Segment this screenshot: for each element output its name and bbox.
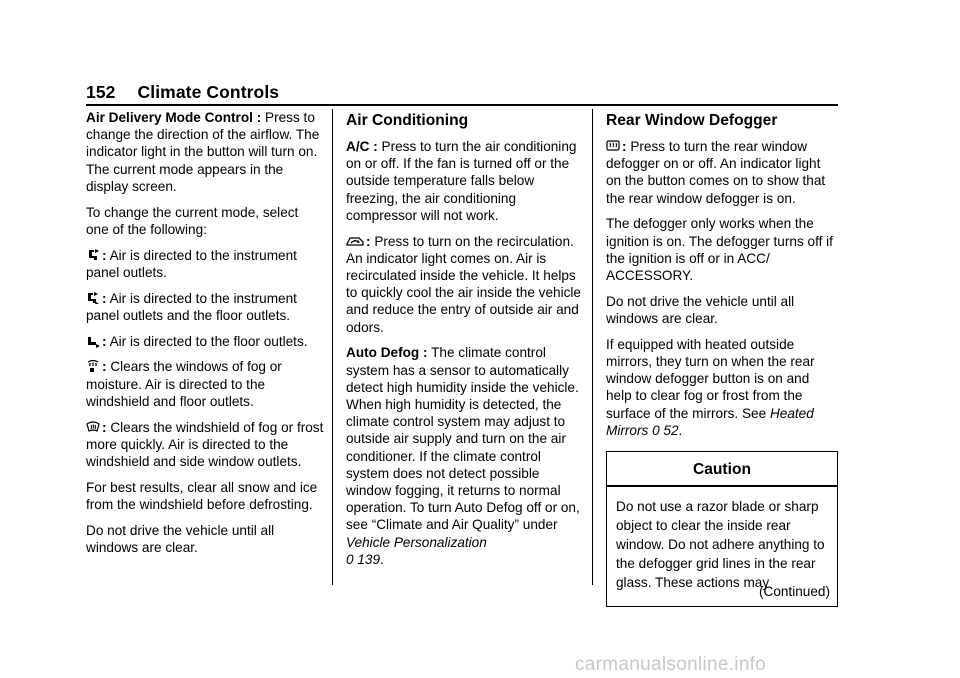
header-rule — [86, 104, 838, 106]
heated-mirrors-link[interactable]: Heated Mirrors — [606, 405, 814, 438]
do-not-drive-paragraph-2: Do not drive the vehicle until all windows are clear. — [606, 293, 795, 327]
floor-mode-paragraph — [86, 333, 324, 350]
floor-mode-sep: : — [102, 333, 107, 349]
rear-window-defogger-heading: Rear Window Defogger — [606, 112, 778, 129]
air-conditioning-heading: Air Conditioning — [346, 112, 469, 129]
defog-mode-paragraph — [86, 358, 324, 410]
air-delivery-text: Press to change the direction of the airflow. The indicator light in the button will turn on. The current mode appears in the display screen. — [86, 110, 320, 194]
rear-defogger-icon — [606, 139, 620, 153]
watermark: carmanualsonline.info — [575, 654, 767, 675]
defogger-ignition-paragraph: The defogger only works when the ignition is on. The defogger turns off if the ignition is off or in ACC/ ACCESSORY. — [606, 216, 833, 284]
heated-mirrors-paragraph — [606, 336, 838, 439]
panel-mode-paragraph — [86, 247, 324, 281]
header-text — [86, 82, 838, 103]
recirculation-icon — [346, 234, 364, 248]
bilevel-mode-text: Air is directed to the instrument panel outlets and the floor outlets. — [86, 290, 297, 323]
floor-mode-text: Air is directed to the floor outlets. — [109, 333, 308, 349]
recirculation-paragraph — [346, 233, 582, 336]
page-header — [86, 82, 838, 103]
air-delivery-paragraph — [86, 109, 324, 195]
bilevel-mode-sep: : — [102, 290, 107, 306]
heated-mirrors-period: . — [678, 422, 683, 438]
select-mode-paragraph: To change the current mode, select one of the following: — [86, 204, 299, 237]
auto-defog-paragraph — [346, 344, 582, 568]
vehicle-personalization-link[interactable]: Vehicle Personalization — [346, 534, 487, 550]
section-title: Climate Controls — [137, 82, 280, 102]
panel-mode-sep: : — [102, 247, 107, 263]
auto-defog-period: . — [380, 551, 384, 567]
panel-mode-icon — [86, 248, 100, 262]
vehicle-personalization-page-ref[interactable]: 0 139 — [346, 551, 381, 567]
recirculation-text: Press to turn on the recirculation. An indicator light comes on. Air is recirculated inside the vehicle. It helps to quickly cool the air inside the vehicle and reduce the entry of outside air and odors. — [346, 233, 581, 335]
ac-text: Press to turn the air conditioning on or off. If the fan is turned off or the outside temperature falls below freezing, the air conditioning compressor will not work. — [346, 139, 577, 223]
rear-defogger-paragraph — [606, 138, 838, 207]
floor-mode-icon — [86, 334, 100, 348]
heated-mirrors-page-ref[interactable]: 0 52 — [652, 422, 679, 438]
defrost-icon — [86, 420, 100, 434]
defrost-mode-sep: : — [102, 419, 107, 435]
air-delivery-label: Air Delivery Mode Control : — [86, 110, 262, 125]
caution-continued: (Continued) — [758, 583, 830, 599]
defrost-mode-text: Clears the windshield of fog or frost more quickly. Air is directed to the windshield and side window outlets. — [86, 419, 324, 470]
bilevel-mode-icon — [86, 291, 100, 305]
do-not-drive-paragraph: Do not drive the vehicle until all windows are clear. — [86, 522, 275, 556]
defog-mode-text: Clears the windows of fog or moisture. Air is directed to the windshield and floor outlets. — [86, 359, 282, 409]
best-results-paragraph: For best results, clear all snow and ice from the windshield before defrosting. — [86, 479, 318, 513]
column-3 — [606, 109, 838, 607]
rear-defogger-text: Press to turn the rear window defogger on or off. An indicator light on the button comes on to show that the rear window defogger is on. — [606, 139, 826, 206]
column-divider-1 — [332, 109, 333, 585]
bilevel-mode-paragraph — [86, 290, 324, 324]
defog-mode-sep: : — [102, 359, 107, 375]
panel-mode-text: Air is directed to the instrument panel outlets. — [86, 247, 297, 280]
column-divider-2 — [592, 109, 593, 585]
rear-defogger-sep: : — [622, 139, 627, 154]
heated-mirrors-text: If equipped with heated outside mirrors, they turn on when the rear window defogger button is on and help to clear fog or frost from the surface of the mirrors. See — [606, 336, 815, 421]
ac-paragraph — [346, 138, 582, 224]
column-2 — [346, 109, 582, 577]
ac-label: A/C : — [346, 139, 378, 154]
caution-box — [606, 451, 838, 607]
defrost-mode-paragraph — [86, 419, 324, 471]
auto-defog-label: Auto Defog : — [346, 345, 428, 361]
caution-title: Caution — [692, 461, 752, 479]
defog-mode-icon — [86, 359, 100, 373]
page-number: 152 — [86, 82, 116, 102]
caution-body: Do not use a razor blade or sharp object to clear the inside rear window. Do not adhere anything to the defogger grid lines in the rear glass. These actions may — [616, 498, 825, 590]
column-1 — [86, 109, 324, 565]
recirculation-sep: : — [366, 233, 371, 249]
auto-defog-text: The climate control system has a sensor to automatically detect high humidity inside the vehicle. When high humidity is detected, the climate control system may adjust to outside air supply and turn on the air conditioner. If the climate control system does not detect possible window fogging, it returns to normal operation. To turn Auto Defog off or on, see “Climate and Air Quality” under — [346, 345, 580, 533]
